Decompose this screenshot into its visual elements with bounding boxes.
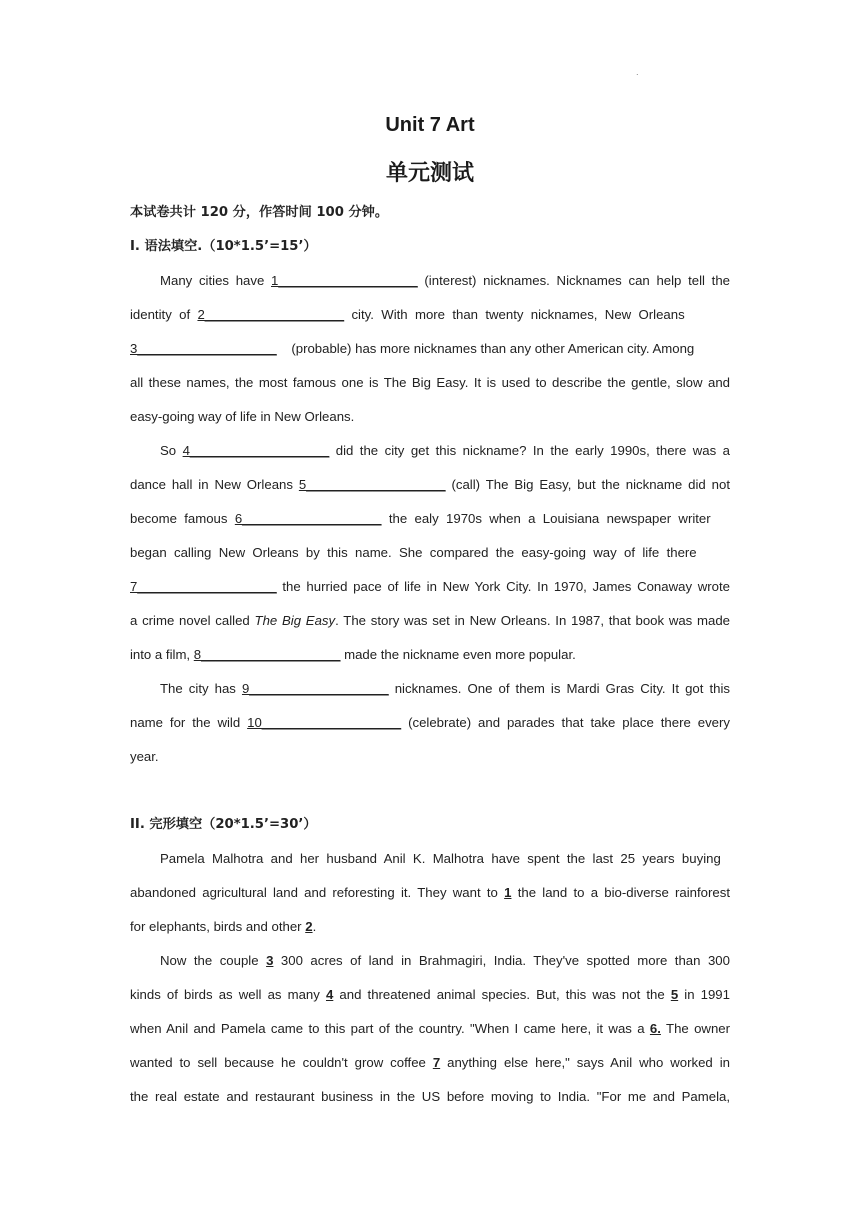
text: dance hall in New Orleans	[130, 477, 299, 492]
exam-intro: 本试卷共计 120 分，作答时间 100 分钟。	[130, 205, 389, 220]
s2p2-line3	[130, 1016, 730, 1050]
text: . The story was set in New Orleans. In 1987, that book was made	[335, 613, 730, 628]
text: for elephants, birds and other	[130, 919, 306, 934]
cloze-number-3: 3	[266, 953, 274, 968]
text: city. With more than twenty nicknames, New Orleans	[344, 307, 685, 322]
s1p1-line1	[130, 268, 730, 302]
s1p3-line3: year.	[130, 749, 159, 764]
s2p2-line4	[130, 1050, 730, 1084]
blank-1[interactable]: 1___________________	[271, 273, 418, 288]
s1p1-line5: easy-going way of life in New Orleans.	[130, 409, 355, 424]
s1p2-line5	[130, 574, 730, 608]
page-subtitle: 单元测试	[385, 161, 474, 186]
s2p2-line5: the real estate and restaurant business in the US before moving to India. "For me and Pamela,	[130, 1089, 730, 1104]
s2p1-line1: Pamela Malhotra and her husband Anil K. Malhotra have spent the last 25 years buying	[160, 851, 721, 866]
cloze-number-5: 5	[670, 987, 679, 1002]
cloze-number-1: 1	[504, 885, 512, 900]
cloze-number-7: 7	[432, 1055, 441, 1070]
section1-heading: I. 语法填空.（10*1.5’=15’）	[130, 239, 317, 254]
text: Many cities have	[160, 273, 272, 288]
text: made the nickname even more popular.	[340, 647, 576, 662]
blank-6[interactable]: 6___________________	[234, 511, 382, 526]
text: when Anil and Pamela came to this part of the country. "When I came here, it was a	[130, 1021, 650, 1036]
text: .	[312, 919, 317, 934]
s2p1-line2	[130, 880, 730, 914]
cloze-number-4: 4	[325, 987, 334, 1002]
s1p1-line2	[130, 302, 730, 336]
text: wanted to sell because he couldn't grow coffee	[130, 1055, 433, 1070]
text: the land to a bio-diverse rainforest	[511, 885, 730, 900]
text: did the city get this nickname? In the early 1990s, there was a	[329, 443, 730, 458]
text: the ealy 1970s when a Louisiana newspaper writer	[381, 511, 711, 526]
section2-heading: II. 完形填空（20*1.5’=30’）	[130, 817, 317, 832]
s1p2-line4: began calling New Orleans by this name. She compared the easy-going way of life there	[130, 545, 697, 560]
blank-8[interactable]: 8___________________	[193, 647, 341, 662]
text: the hurried pace of life in New York City. In 1970, James Conaway wrote	[276, 579, 730, 594]
text: kinds of birds as well as many	[130, 987, 326, 1002]
text: into a film,	[130, 647, 194, 662]
s1p2-line2	[130, 472, 730, 506]
s1p2-line6	[130, 608, 730, 642]
text: name for the wild	[130, 715, 248, 730]
text: Now the couple	[160, 953, 267, 968]
text: anything else here," says Anil who worked in	[440, 1055, 730, 1070]
cloze-number-6: 6.	[649, 1021, 661, 1036]
s2p2-line2	[130, 982, 730, 1016]
text: and threatened animal species. But, this was not the	[333, 987, 671, 1002]
s1p2-line7	[130, 642, 730, 676]
text: (call) The Big Easy, but the nickname did not	[445, 477, 730, 492]
text: nicknames. One of them is Mardi Gras City. It got this	[388, 681, 730, 696]
blank-3[interactable]: 3___________________	[130, 341, 277, 356]
text: a crime novel called	[130, 613, 255, 628]
blank-5[interactable]: 5___________________	[298, 477, 446, 492]
header-dot: .	[636, 68, 639, 77]
text: (probable) has more nicknames than any other American city. Among	[276, 341, 695, 356]
s1p2-line1	[130, 438, 730, 472]
text: (interest) nicknames. Nicknames can help tell the	[417, 273, 730, 288]
s1p2-line3	[130, 506, 730, 540]
text: The city has	[160, 681, 242, 696]
blank-2[interactable]: 2___________________	[197, 307, 345, 322]
section-spacer	[130, 778, 730, 812]
text: So	[160, 443, 183, 458]
text: in 1991	[678, 987, 730, 1002]
cloze-number-2: 2	[305, 919, 313, 934]
text: become famous	[130, 511, 235, 526]
s1p3-line2	[130, 710, 730, 744]
blank-9[interactable]: 9___________________	[241, 681, 389, 696]
text: The owner	[660, 1021, 731, 1036]
text: (celebrate) and parades that take place there every	[401, 715, 730, 730]
s1p1-line3	[130, 336, 730, 370]
s2p2-line1	[130, 948, 730, 982]
text: identity of	[130, 307, 198, 322]
page-title: Unit 7 Art	[385, 114, 475, 136]
blank-7[interactable]: 7___________________	[130, 579, 277, 594]
blank-10[interactable]: 10___________________	[247, 715, 402, 730]
text: 300 acres of land in Brahmagiri, India. They've spotted more than 300	[273, 953, 730, 968]
book-title: The Big Easy	[254, 613, 336, 628]
document-body	[130, 200, 730, 1118]
s1p1-line4: all these names, the most famous one is The Big Easy. It is used to describe the gentle, slow and	[130, 375, 730, 390]
blank-4[interactable]: 4___________________	[182, 443, 330, 458]
s1p3-line1	[130, 676, 730, 710]
text: abandoned agricultural land and reforesting it. They want to	[130, 885, 505, 900]
s2p1-line3	[130, 914, 730, 948]
